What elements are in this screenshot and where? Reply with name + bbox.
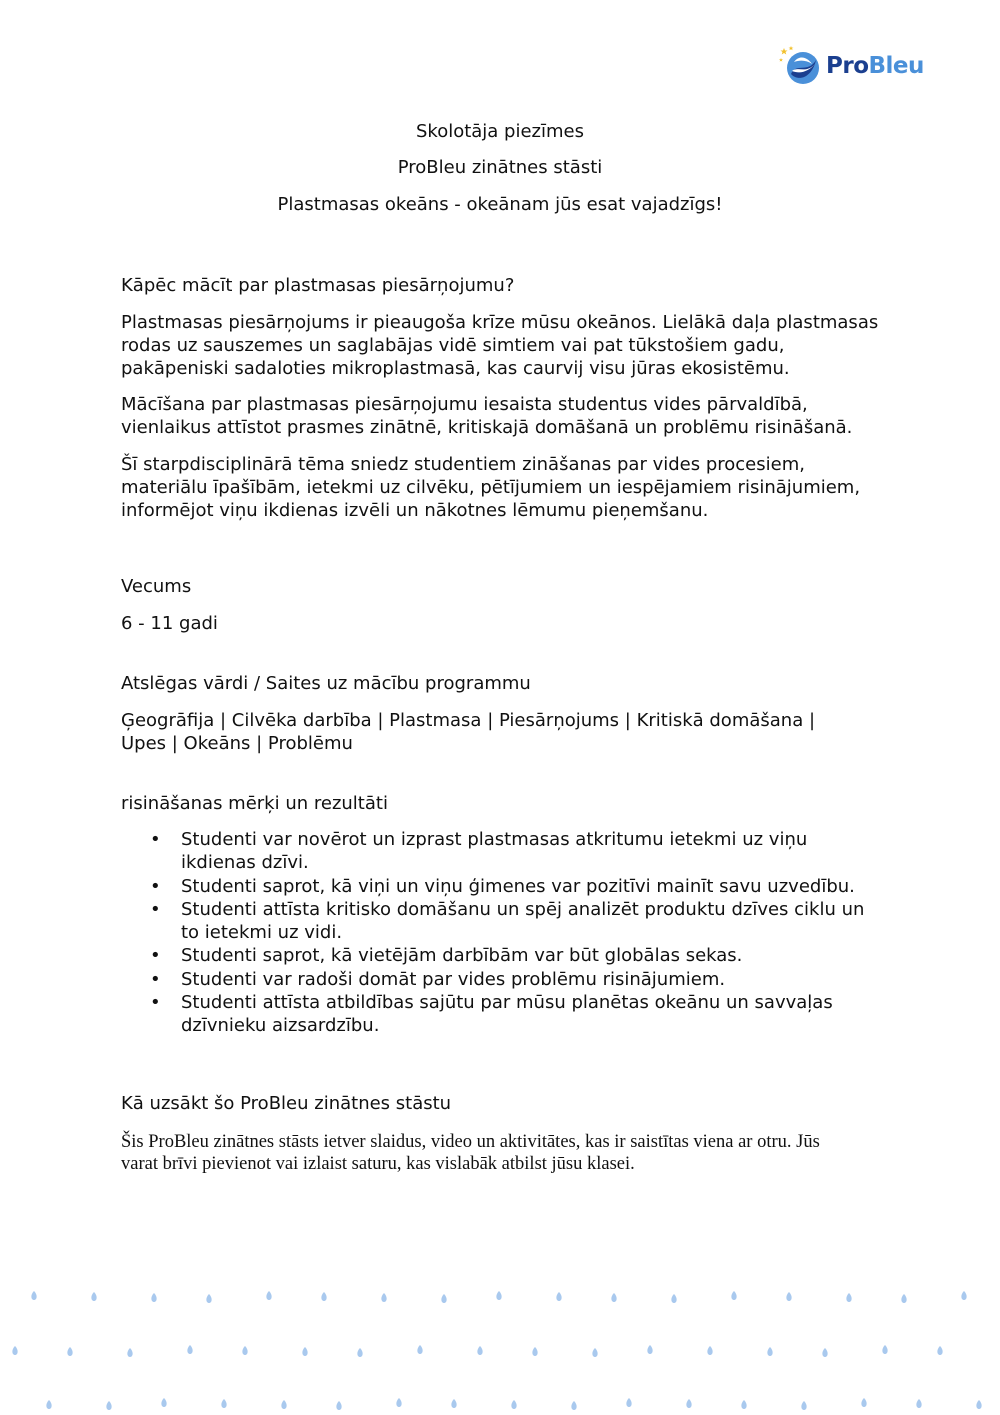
raindrop-icon	[381, 1293, 386, 1302]
raindrop-icon	[937, 1346, 942, 1355]
raindrop-icon	[846, 1293, 851, 1302]
bullet-icon: •	[150, 968, 161, 990]
outcome-item	[121, 968, 881, 991]
outcome-text: Studenti saprot, kā vietējām darbībām var būt globālas sekas.	[181, 945, 743, 967]
raindrop-icon	[592, 1348, 597, 1357]
outcome-text: Studenti attīsta kritisko domāšanu un spēj analizēt produktu dzīves ciklu un to ietekmi uz vidi.	[181, 898, 865, 944]
raindrop-icon	[916, 1399, 921, 1408]
keywords-value: Ģeogrāfija | Cilvēka darbība | Plastmasa | Piesārņojums | Kritiskā domāšana | Upes | Okeāns | Problēmu	[121, 710, 816, 754]
outcome-text: Studenti var radoši domāt par vides problēmu risinājumiem.	[181, 968, 726, 990]
age-value: 6 - 11 gadi	[121, 613, 218, 634]
series-title: ProBleu zinātnes stāsti	[397, 157, 603, 178]
logo-text-pro: Pro	[826, 53, 869, 79]
decorative-raindrop-pattern	[0, 1270, 1000, 1415]
raindrop-icon	[707, 1346, 712, 1355]
raindrop-icon	[396, 1398, 401, 1407]
raindrop-icon	[281, 1400, 286, 1409]
outcomes-list	[121, 828, 881, 1038]
raindrop-icon	[511, 1400, 516, 1409]
bullet-icon: •	[150, 898, 161, 920]
raindrop-icon	[127, 1348, 132, 1357]
raindrop-icon	[302, 1347, 307, 1356]
raindrop-icon	[206, 1294, 211, 1303]
outcome-item	[121, 875, 881, 898]
outcome-text: Studenti saprot, kā viņi un viņu ģimenes var pozitīvi mainīt savu uzvedību.	[181, 875, 855, 897]
outcome-text: Studenti attīsta atbildības sajūtu par mūsu planētas okeānu un savvaļas dzīvnieku aizsardzību.	[181, 992, 833, 1037]
bullet-icon: •	[150, 875, 161, 897]
story-title: Plastmasas okeāns - okeānam jūs esat vajadzīgs!	[277, 194, 723, 215]
outcome-item	[121, 898, 881, 945]
raindrop-icon	[611, 1293, 616, 1302]
raindrop-icon	[686, 1399, 691, 1408]
raindrop-icon	[67, 1347, 72, 1356]
raindrop-icon	[861, 1398, 866, 1407]
raindrop-icon	[882, 1345, 887, 1354]
raindrop-icon	[822, 1348, 827, 1357]
raindrop-icon	[441, 1294, 446, 1303]
raindrop-icon	[671, 1294, 676, 1303]
raindrop-icon	[451, 1399, 456, 1408]
bullet-icon: •	[150, 945, 161, 967]
raindrop-icon	[647, 1345, 652, 1354]
raindrop-icon	[496, 1291, 501, 1300]
raindrop-icon	[91, 1292, 96, 1301]
raindrop-icon	[801, 1401, 806, 1410]
outcomes-heading: risināšanas mērķi un rezultāti	[121, 793, 388, 814]
raindrop-icon	[12, 1346, 17, 1355]
bullet-icon: •	[150, 992, 161, 1014]
raindrop-icon	[242, 1346, 247, 1355]
why-paragraph-2: Mācīšana par plastmasas piesārņojumu iesaista studentus vides pārvaldībā, vienlaikus attīstot prasmes zinātnē, kritiskajā domāšanā un problēmu risināšanā.	[121, 394, 853, 438]
raindrop-icon	[417, 1345, 422, 1354]
raindrop-icon	[266, 1291, 271, 1300]
raindrop-icon	[106, 1401, 111, 1410]
keywords-heading: Atslēgas vārdi / Saites uz mācību programmu	[121, 673, 531, 694]
raindrop-icon	[321, 1292, 326, 1301]
why-paragraph-1: Plastmasas piesārņojums ir pieaugoša krīze mūsu okeānos. Lielākā daļa plastmasas rodas uz sauszemes un saglabājas vidē simtiem vai pat tūkstošiem gadu, pakāpeniski sadaloties mikroplastmasā, kas caurvij visu jūras ekosistēmu.	[121, 312, 879, 379]
raindrop-icon	[767, 1347, 772, 1356]
raindrop-icon	[626, 1398, 631, 1407]
raindrop-icon	[786, 1292, 791, 1301]
start-paragraph: Šis ProBleu zinātnes stāsts ietver slaidus, video un aktivitātes, kas ir saistītas viena ar otru. Jūs varat brīvi pievienot vai izlaist saturu, kas vislabāk atbilst jūsu klasei.	[121, 1132, 820, 1174]
bullet-icon: •	[150, 829, 161, 850]
raindrop-icon	[901, 1294, 906, 1303]
doc-type-title: Skolotāja piezīmes	[415, 121, 584, 142]
probleu-logo-icon	[778, 44, 822, 88]
raindrop-icon	[187, 1345, 192, 1354]
outcome-item	[121, 944, 881, 967]
why-heading: Kāpēc mācīt par plastmasas piesārņojumu?	[121, 275, 515, 296]
outcome-text: Studenti var novērot un izprast plastmasas atkritumu ietekmi uz viņu ikdienas dzīvi.	[181, 829, 808, 874]
outcome-item	[121, 991, 881, 1038]
raindrop-icon	[151, 1293, 156, 1302]
raindrop-icon	[571, 1401, 576, 1410]
raindrop-icon	[741, 1400, 746, 1409]
raindrop-icon	[532, 1347, 537, 1356]
start-heading: Kā uzsākt šo ProBleu zinātnes stāstu	[121, 1093, 452, 1114]
why-paragraph-3: Šī starpdisciplinārā tēma sniedz studentiem zināšanas par vides procesiem, materiālu īpašībām, ietekmi uz cilvēku, pētījumiem un iespējamiem risinājumiem, informējot viņu ikdienas izvēli un nākotnes lēmumu pieņemšanu.	[121, 454, 861, 521]
raindrop-icon	[976, 1400, 981, 1409]
raindrop-icon	[336, 1401, 341, 1410]
raindrop-icon	[31, 1291, 36, 1300]
raindrop-icon	[731, 1291, 736, 1300]
raindrop-icon	[556, 1292, 561, 1301]
age-heading: Vecums	[121, 576, 192, 597]
raindrop-icon	[961, 1291, 966, 1300]
probleu-logo-text	[826, 53, 924, 79]
raindrop-icon	[357, 1348, 362, 1357]
logo-text-bleu: Bleu	[868, 53, 924, 79]
raindrop-icon	[221, 1399, 226, 1408]
raindrop-icon	[46, 1400, 51, 1409]
raindrop-icon	[161, 1398, 166, 1407]
raindrop-icon	[477, 1346, 482, 1355]
probleu-logo	[778, 44, 928, 88]
outcome-item	[121, 828, 881, 875]
